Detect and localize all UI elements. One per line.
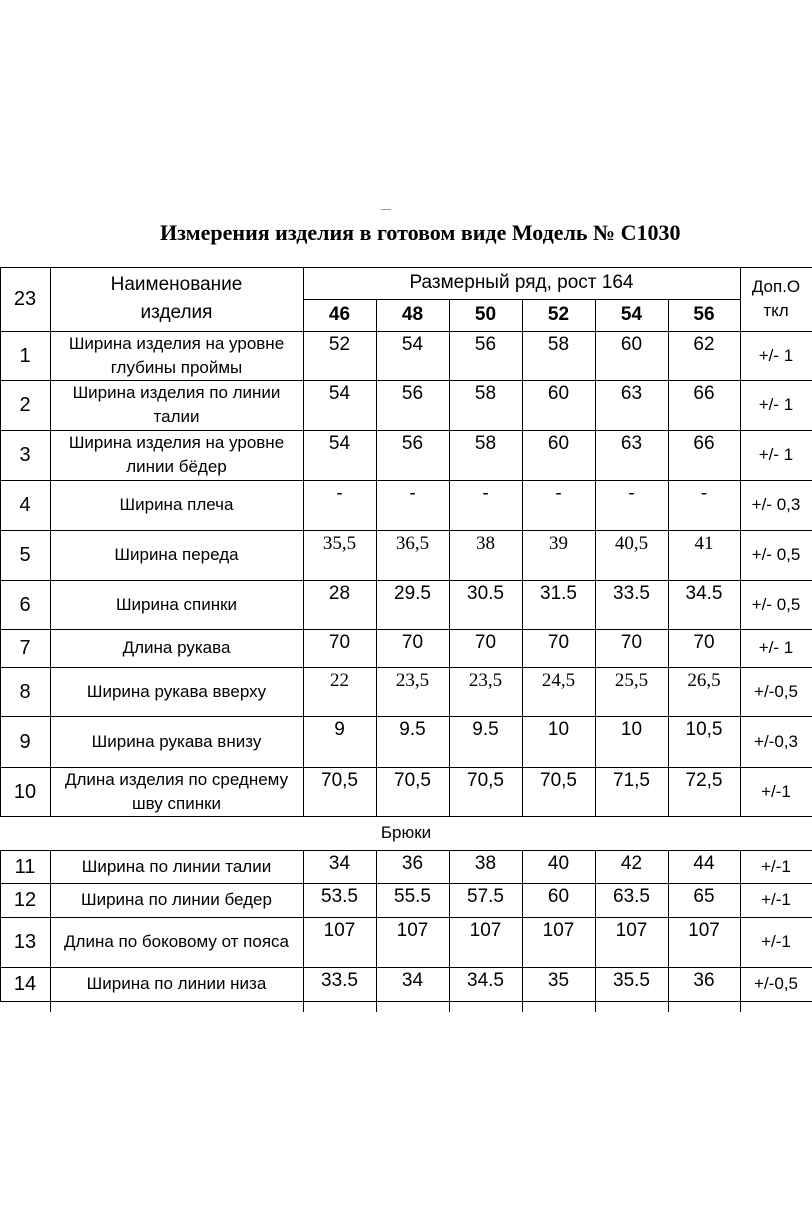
row-value: 62 — [668, 331, 741, 381]
row-value: 38 — [449, 850, 523, 884]
row-name: Ширина изделия по линии талии — [50, 380, 304, 431]
row-value: 34.5 — [449, 967, 523, 1002]
row-value: - — [303, 480, 377, 531]
row-value: 41 — [668, 530, 741, 581]
row-value: 63 — [595, 380, 669, 431]
row-number: 12 — [0, 883, 51, 918]
row-value: 9.5 — [449, 716, 523, 768]
table-continuation-line — [303, 1001, 304, 1012]
row-value: 60 — [522, 430, 596, 481]
row-value: 70,5 — [522, 767, 596, 817]
row-number: 13 — [0, 917, 51, 968]
row-tolerance: +/-0,5 — [740, 967, 812, 1002]
row-number: 10 — [0, 767, 51, 817]
row-value: 10 — [522, 716, 596, 768]
row-value: 33.5 — [595, 580, 669, 630]
table-continuation-line — [376, 1001, 377, 1012]
row-value: 57.5 — [449, 883, 523, 918]
row-value: 35,5 — [303, 530, 377, 581]
row-value: - — [522, 480, 596, 531]
row-value: 107 — [668, 917, 741, 968]
row-value: - — [595, 480, 669, 531]
table-continuation-line — [740, 1001, 741, 1012]
row-value: 70 — [449, 629, 523, 668]
row-value: - — [668, 480, 741, 531]
row-name: Ширина изделия на уровне глубины проймы — [50, 331, 304, 381]
row-tolerance: +/- 0,5 — [740, 580, 812, 630]
row-value: 60 — [522, 380, 596, 431]
row-value: 63 — [595, 430, 669, 481]
row-number: 14 — [0, 967, 51, 1002]
row-value: 52 — [303, 331, 377, 381]
row-value: 25,5 — [595, 667, 669, 717]
row-value: 36,5 — [376, 530, 450, 581]
row-value: 54 — [303, 380, 377, 431]
table-continuation-line — [449, 1001, 450, 1012]
table-continuation-line — [50, 1001, 51, 1012]
row-value: 26,5 — [668, 667, 741, 717]
row-tolerance: +/- 1 — [740, 629, 812, 668]
row-tolerance: +/-0,3 — [740, 716, 812, 768]
row-value: 107 — [376, 917, 450, 968]
header-tolerance-label: Доп.О ткл — [740, 267, 812, 332]
row-value: 33.5 — [303, 967, 377, 1002]
row-value: 42 — [595, 850, 669, 884]
header-corner-number: 23 — [0, 267, 51, 332]
row-value: 24,5 — [522, 667, 596, 717]
row-number: 4 — [0, 480, 51, 531]
row-value: 31.5 — [522, 580, 596, 630]
row-value: 9.5 — [376, 716, 450, 768]
row-value: 107 — [595, 917, 669, 968]
header-name-label: Наименование изделия — [50, 267, 304, 332]
row-value: 107 — [449, 917, 523, 968]
row-value: 70,5 — [376, 767, 450, 817]
row-value: 22 — [303, 667, 377, 717]
row-value: 70 — [522, 629, 596, 668]
row-value: 54 — [303, 430, 377, 481]
header-size-46: 46 — [303, 299, 377, 332]
row-value: 38 — [449, 530, 523, 581]
row-value: 36 — [376, 850, 450, 884]
row-tolerance: +/-0,5 — [740, 667, 812, 717]
row-value: 23,5 — [376, 667, 450, 717]
row-value: 71,5 — [595, 767, 669, 817]
row-value: 36 — [668, 967, 741, 1002]
row-value: 9 — [303, 716, 377, 768]
row-value: 107 — [522, 917, 596, 968]
row-name: Длина изделия по среднему шву спинки — [50, 767, 304, 817]
row-value: - — [449, 480, 523, 531]
row-name: Ширина изделия на уровне линии бёдер — [50, 430, 304, 481]
row-name: Ширина рукава вверху — [50, 667, 304, 717]
row-value: 56 — [376, 380, 450, 431]
row-tolerance: +/-1 — [740, 850, 812, 884]
row-value: 40 — [522, 850, 596, 884]
row-value: 35 — [522, 967, 596, 1002]
row-value: 30.5 — [449, 580, 523, 630]
row-number: 1 — [0, 331, 51, 381]
row-tolerance: +/- 1 — [740, 380, 812, 431]
row-value: 107 — [303, 917, 377, 968]
row-number: 3 — [0, 430, 51, 481]
row-value: 34.5 — [668, 580, 741, 630]
row-value: 54 — [376, 331, 450, 381]
row-value: 60 — [522, 883, 596, 918]
row-number: 5 — [0, 530, 51, 581]
row-number: 11 — [0, 850, 51, 884]
row-value: 29.5 — [376, 580, 450, 630]
row-value: 28 — [303, 580, 377, 630]
row-name: Ширина рукава внизу — [50, 716, 304, 768]
row-value: - — [376, 480, 450, 531]
row-value: 56 — [376, 430, 450, 481]
row-value: 58 — [522, 331, 596, 381]
row-value: 63.5 — [595, 883, 669, 918]
row-value: 34 — [303, 850, 377, 884]
page-mark — [381, 209, 391, 210]
row-value: 39 — [522, 530, 596, 581]
table-left-border-lower — [0, 850, 1, 1001]
row-value: 70,5 — [449, 767, 523, 817]
row-value: 70 — [668, 629, 741, 668]
row-value: 55.5 — [376, 883, 450, 918]
table-continuation-line — [595, 1001, 596, 1012]
row-value: 34 — [376, 967, 450, 1002]
row-value: 58 — [449, 380, 523, 431]
row-name: Длина рукава — [50, 629, 304, 668]
header-size-50: 50 — [449, 299, 523, 332]
row-tolerance: +/- 1 — [740, 430, 812, 481]
page-title: Измерения изделия в готовом виде Модель № С1030 — [160, 220, 681, 245]
row-tolerance: +/-1 — [740, 767, 812, 817]
header-size-48: 48 — [376, 299, 450, 332]
row-number: 7 — [0, 629, 51, 668]
row-number: 2 — [0, 380, 51, 431]
row-tolerance: +/- 0,3 — [740, 480, 812, 531]
table-continuation-line — [522, 1001, 523, 1012]
row-tolerance: +/- 0,5 — [740, 530, 812, 581]
row-number: 9 — [0, 716, 51, 768]
row-value: 35.5 — [595, 967, 669, 1002]
row-value: 44 — [668, 850, 741, 884]
row-value: 23,5 — [449, 667, 523, 717]
row-name: Ширина по линии талии — [50, 850, 304, 884]
row-number: 6 — [0, 580, 51, 630]
row-value: 70 — [595, 629, 669, 668]
table-continuation-line — [668, 1001, 669, 1012]
row-value: 70 — [303, 629, 377, 668]
row-value: 72,5 — [668, 767, 741, 817]
row-value: 66 — [668, 430, 741, 481]
row-name: Длина по боковому от пояса — [50, 917, 304, 968]
row-name: Ширина плеча — [50, 480, 304, 531]
header-size-52: 52 — [522, 299, 596, 332]
row-name: Ширина переда — [50, 530, 304, 581]
row-tolerance: +/- 1 — [740, 331, 812, 381]
header-size-range-label: Размерный ряд, рост 164 — [303, 267, 741, 300]
row-number: 8 — [0, 667, 51, 717]
header-size-54: 54 — [595, 299, 669, 332]
row-value: 65 — [668, 883, 741, 918]
row-name: Ширина по линии низа — [50, 967, 304, 1002]
row-name: Ширина спинки — [50, 580, 304, 630]
row-tolerance: +/-1 — [740, 883, 812, 918]
row-value: 40,5 — [595, 530, 669, 581]
section-label-trousers: Брюки — [0, 816, 812, 851]
row-value: 70,5 — [303, 767, 377, 817]
row-value: 58 — [449, 430, 523, 481]
row-tolerance: +/-1 — [740, 917, 812, 968]
row-value: 10 — [595, 716, 669, 768]
row-value: 70 — [376, 629, 450, 668]
header-size-56: 56 — [668, 299, 741, 332]
row-value: 10,5 — [668, 716, 741, 768]
row-value: 60 — [595, 331, 669, 381]
row-value: 56 — [449, 331, 523, 381]
row-value: 66 — [668, 380, 741, 431]
row-name: Ширина по линии бедер — [50, 883, 304, 918]
row-value: 53.5 — [303, 883, 377, 918]
